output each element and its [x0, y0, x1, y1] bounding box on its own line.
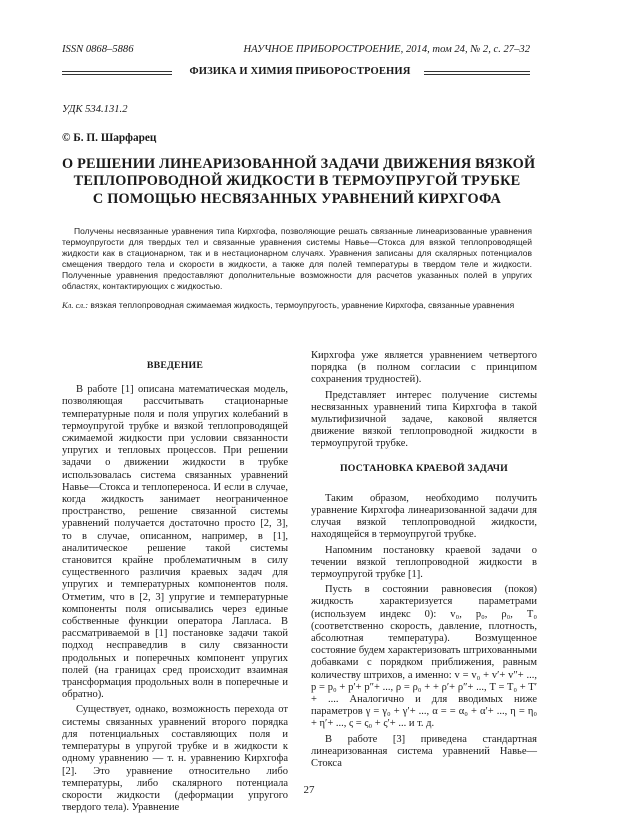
keywords — [62, 300, 532, 311]
paragraph: В работе [1] описана математическая модель, позволяющая рассчитывать стационарные температурные поля и поля упругих колебаний в термоупругой трубке и вязкой теплопроводящей сжимаемой жидкости при условии связанности упругих и тепловых процессов. При решении задачи о движении жидкости в трубке использовалась система связанных уравнений Навье—Стокса и теплопереноса. И если в случае, когда жидкость занимает неограниченное пространство, решение связанной системы уравнений получается достаточно просто [2, 3], то в случае, описанном, например, в [1], аналитическое решение такой системы становится крайне проблематичным в силу существенного различия краевых задач для упругих и температурных компонентов поля. Отметим, что в [2, 3] упругие и температурные компоненты поля описывались через единые собственные функции оператора Лапласа. В рассматриваемой в [1] постановке задачи такой подход несправедлив в силу связанности продольных и поперечных компонент упругих полей (на границах сред происходит взаимная трансформация продольных волн в поперечные и обратно). — [62, 384, 288, 701]
author: © Б. П. Шарфарец — [62, 132, 157, 144]
problem-heading: ПОСТАНОВКА КРАЕВОЙ ЗАДАЧИ — [339, 462, 508, 474]
section-rule-left — [62, 71, 172, 75]
section-title: ФИЗИКА И ХИМИЯ ПРИБОРОСТРОЕНИЯ — [189, 66, 411, 77]
udk-code: УДК 534.131.2 — [62, 104, 128, 115]
paragraph: Существует, однако, возможность перехода от системы связанных уравнений второго порядка для потенциальных составляющих поля и температуры в упругой трубке и в жидкости к одному уравнению — т. н. уравнению Кирхгофа [2]. Это уравнение относительно либо температуры, либо скалярного потенциала скорости жидкости (деформации упругого твердого тела). Уравнение — [62, 704, 288, 814]
abstract — [62, 226, 532, 292]
right-column — [311, 350, 537, 773]
journal-citation: НАУЧНОЕ ПРИБОРОСТРОЕНИЕ, 2014, том 24, № 2, с. 27–32 — [243, 44, 530, 55]
intro-heading: ВВЕДЕНИЕ — [146, 360, 204, 371]
abstract-text: Получены несвязанные уравнения типа Кирхгофа, позволяющие решать связанные линеаризованные уравнения термоупругости для твердых тел и связанные уравнения системы Навье—Стокса для вязкой теплопроводящей жидкости как в стационарном, так и в нестационарном случаях. Уравнения записаны для скалярных потенциалов смещения твердого тела и скорости в жидкости, а также для полей температуры в твердом теле и жидкости. Полученные уравнения предоставляют дополнительные возможности для расчетов указанных полей в упругих областях, контактирующих с жидкостью. — [62, 226, 532, 291]
page-number: 27 — [303, 784, 315, 796]
paper-title — [62, 156, 536, 208]
paragraph: В работе [3] приведена стандартная линеаризованная система уравнений Навье—Стокса — [311, 733, 537, 770]
paragraph: Представляет интерес получение системы несвязанных уравнений типа Кирхгофа в такой мультифизичной задаче, каковой является движение вязкой теплопроводной жидкости в термоупругой трубке. — [311, 389, 537, 450]
title-line: С ПОМОЩЬЮ НЕСВЯЗАННЫХ УРАВНЕНИЙ КИРХГОФА — [92, 190, 502, 207]
keywords-label: Кл. сл.: — [62, 300, 89, 310]
paragraph: Пусть в состоянии равновесия (покоя) жидкость характеризуется параметрами (используем индекс 0): v₀, p₀, ρ₀, T₀ (соответственно скорость, давление, плотность, абсолютная температура). Возмущенное состояние будем характеризовать штрихованными добавками с порядком приближения, равным количеству штрихов, а именно: v = v₀ + v′+ v″+ ..., p = p₀ + p′+ p″+ ..., ρ = ρ₀ + + ρ′+ ρ″+ ..., T = T₀ + T′+ .... Аналогично и для вводимых ниже параметров γ = γ₀ + γ′+ ..., α = = α₀ + α′+ ..., η = η₀ + η′+ ..., ς = ς₀ + ς′+ ... и т. д. — [311, 584, 537, 730]
issn: ISSN 0868–5886 — [62, 44, 134, 55]
left-column — [62, 350, 288, 817]
paragraph: Кирхгофа уже является уравнением четвертого порядка (в полном согласии с принципом сохранения трудностей). — [311, 350, 537, 386]
section-banner — [62, 66, 530, 80]
paragraph: Таким образом, необходимо получить уравнение Кирхгофа линеаризованной задачи для случая вязкой теплопроводной жидкости, находящейся в термоупругой трубке. — [311, 492, 537, 541]
title-line: О РЕШЕНИИ ЛИНЕАРИЗОВАННОЙ ЗАДАЧИ ДВИЖЕНИЯ ВЯЗКОЙ — [62, 156, 536, 172]
paragraph: Напомним постановку краевой задачи о течении вязкой теплопроводной жидкости в термоупругой трубке [1]. — [311, 544, 537, 581]
keywords-text: вязкая теплопроводная сжимаемая жидкость, термоупругость, уравнение Кирхгофа, связанные уравнения — [88, 300, 515, 310]
section-rule-right — [424, 71, 530, 75]
title-line: ТЕПЛОПРОВОДНОЙ ЖИДКОСТИ В ТЕРМОУПРУГОЙ ТРУБКЕ — [73, 173, 521, 190]
